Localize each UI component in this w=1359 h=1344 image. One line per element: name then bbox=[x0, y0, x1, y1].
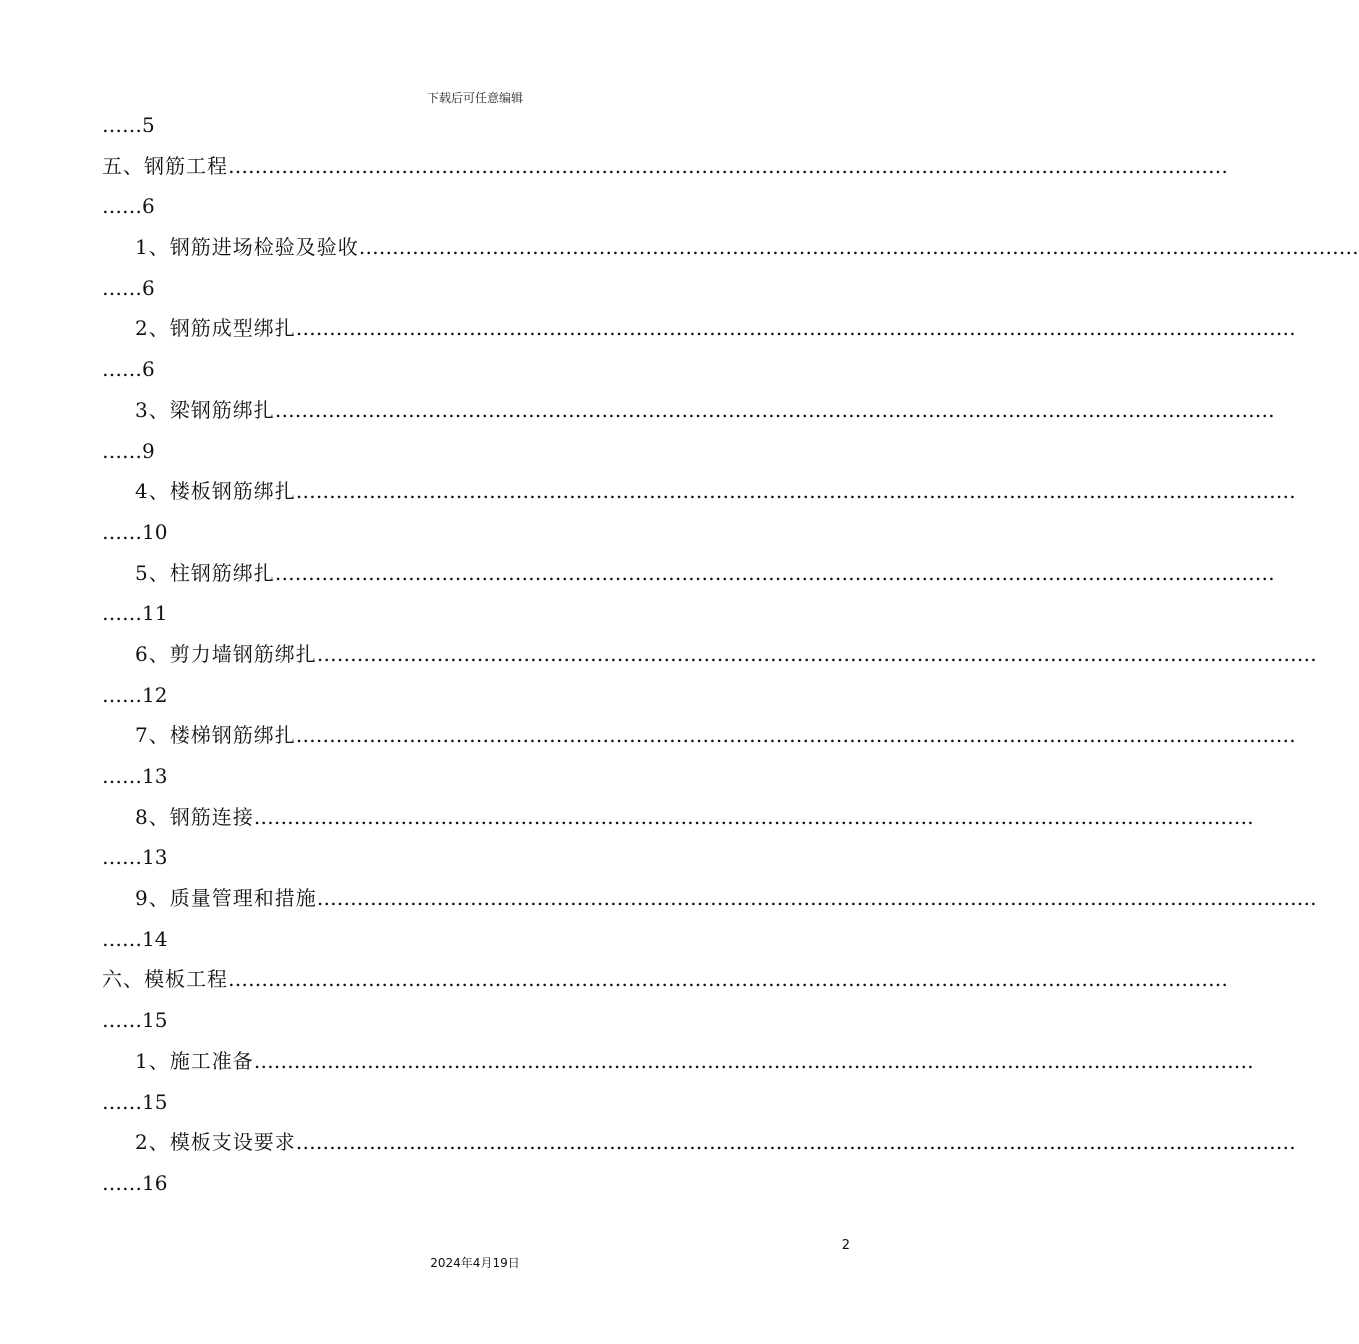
toc-page-line bbox=[102, 593, 848, 634]
toc-leader-dots: …………………………………………………………………………………………………………………………………… bbox=[316, 886, 1317, 911]
toc-dots: …… bbox=[102, 601, 142, 626]
toc-dots: …… bbox=[102, 519, 142, 544]
toc-dots: …… bbox=[102, 764, 142, 788]
toc-dots: …… bbox=[102, 275, 142, 300]
toc-page-line bbox=[102, 675, 848, 716]
toc-entry[interactable] bbox=[102, 227, 1359, 268]
toc-dots: …… bbox=[102, 357, 142, 382]
toc-page-number: 5 bbox=[142, 113, 155, 137]
toc-entry-label: 7、楼梯钢筋绑扎 bbox=[135, 723, 296, 748]
toc-dots: …… bbox=[102, 1089, 142, 1114]
toc-dots: …… bbox=[102, 845, 142, 870]
toc-dots: …… bbox=[102, 438, 142, 463]
toc-page-number: 12 bbox=[142, 682, 168, 707]
toc-page-number: 13 bbox=[142, 845, 168, 870]
toc-entry[interactable] bbox=[102, 715, 1296, 756]
toc-entry[interactable] bbox=[102, 146, 1228, 187]
toc-entry-label: 9、质量管理和措施 bbox=[135, 886, 317, 911]
toc-entry-label: 5、柱钢筋绑扎 bbox=[135, 560, 275, 585]
toc-page-line bbox=[102, 1000, 848, 1041]
toc-page-line bbox=[102, 186, 848, 227]
toc-lead-page-line bbox=[102, 105, 848, 146]
page-number: 2 bbox=[841, 1238, 850, 1253]
toc-dots: …… bbox=[102, 113, 142, 137]
toc-page-line bbox=[102, 837, 848, 878]
toc-entry[interactable] bbox=[102, 1122, 1296, 1163]
toc-leader-dots: …………………………………………………………………………………………………………………………………… bbox=[295, 723, 1296, 748]
toc-page-line bbox=[102, 919, 848, 960]
toc-page-number: 9 bbox=[142, 438, 155, 463]
toc-entry[interactable] bbox=[102, 390, 1275, 431]
toc-dots: …… bbox=[102, 194, 142, 219]
page-footer-date: 2024年4月19日 bbox=[430, 1256, 520, 1270]
toc-leader-dots: …………………………………………………………………………………………………………………………………… bbox=[228, 967, 1228, 992]
toc-entry-label: 六、模板工程 bbox=[102, 967, 228, 992]
toc-entry-label: 五、钢筋工程 bbox=[102, 153, 228, 178]
toc-dots: …… bbox=[102, 926, 142, 951]
toc-leader-dots: …………………………………………………………………………………………………………………………………… bbox=[316, 641, 1317, 666]
toc-page-number: 15 bbox=[142, 1008, 168, 1033]
toc-page-number: 10 bbox=[142, 519, 168, 544]
toc-leader-dots: …………………………………………………………………………………………………………………………………… bbox=[253, 804, 1254, 829]
toc-dots: …… bbox=[102, 1008, 142, 1033]
toc-leader-dots: …………………………………………………………………………………………………………………………………… bbox=[274, 397, 1275, 422]
toc-entry[interactable] bbox=[102, 634, 1317, 675]
toc-entry-label: 1、钢筋进场检验及验收 bbox=[135, 235, 359, 260]
toc-leader-dots: …………………………………………………………………………………………………………………………………… bbox=[358, 235, 1359, 260]
toc-entry-label: 6、剪力墙钢筋绑扎 bbox=[135, 641, 317, 666]
toc-page-number: 11 bbox=[142, 601, 168, 626]
toc-page-line bbox=[102, 1082, 848, 1123]
toc-page-number: 15 bbox=[142, 1089, 168, 1114]
toc-leader-dots: …………………………………………………………………………………………………………………………………… bbox=[295, 316, 1296, 341]
toc-page-line bbox=[102, 512, 848, 553]
toc-page-line bbox=[102, 349, 848, 390]
toc-page-number: 13 bbox=[142, 764, 168, 788]
toc-entry[interactable] bbox=[102, 1041, 1254, 1082]
toc-entry-label: 3、梁钢筋绑扎 bbox=[135, 397, 275, 422]
toc-leader-dots: …………………………………………………………………………………………………………………………………… bbox=[295, 1130, 1296, 1155]
toc-leader-dots: …………………………………………………………………………………………………………………………………… bbox=[274, 560, 1275, 585]
toc-entry-label: 1、施工准备 bbox=[135, 1048, 254, 1073]
toc-entry-label: 8、钢筋连接 bbox=[135, 804, 254, 829]
toc-page-number: 6 bbox=[142, 275, 155, 300]
toc-dots: …… bbox=[102, 682, 142, 707]
toc-leader-dots: …………………………………………………………………………………………………………………………………… bbox=[228, 153, 1228, 178]
page-header: 下载后可任意编辑 bbox=[426, 91, 523, 105]
toc-leader-dots: …………………………………………………………………………………………………………………………………… bbox=[253, 1048, 1254, 1073]
toc-entries bbox=[102, 146, 1359, 1204]
table-of-contents bbox=[102, 105, 1359, 1204]
toc-page-number: 6 bbox=[142, 357, 155, 382]
toc-page-number: 14 bbox=[142, 926, 168, 951]
toc-entry[interactable] bbox=[102, 797, 1254, 838]
toc-page-line bbox=[102, 1163, 848, 1204]
toc-entry-label: 2、钢筋成型绑扎 bbox=[135, 316, 296, 341]
toc-entry[interactable] bbox=[102, 959, 1228, 1000]
toc-page-number: 6 bbox=[142, 194, 155, 219]
toc-entry-label: 4、楼板钢筋绑扎 bbox=[135, 479, 296, 504]
toc-entry-label: 2、模板支设要求 bbox=[135, 1130, 296, 1155]
toc-entry[interactable] bbox=[102, 308, 1296, 349]
toc-entry[interactable] bbox=[102, 471, 1296, 512]
toc-page-line bbox=[102, 431, 848, 472]
toc-page-line bbox=[102, 756, 848, 797]
toc-leader-dots: …………………………………………………………………………………………………………………………………… bbox=[295, 479, 1296, 504]
toc-page-line bbox=[102, 268, 848, 309]
toc-entry[interactable] bbox=[102, 553, 1275, 594]
toc-page-number: 16 bbox=[142, 1170, 168, 1195]
toc-dots: …… bbox=[102, 1170, 142, 1195]
toc-entry[interactable] bbox=[102, 878, 1317, 919]
